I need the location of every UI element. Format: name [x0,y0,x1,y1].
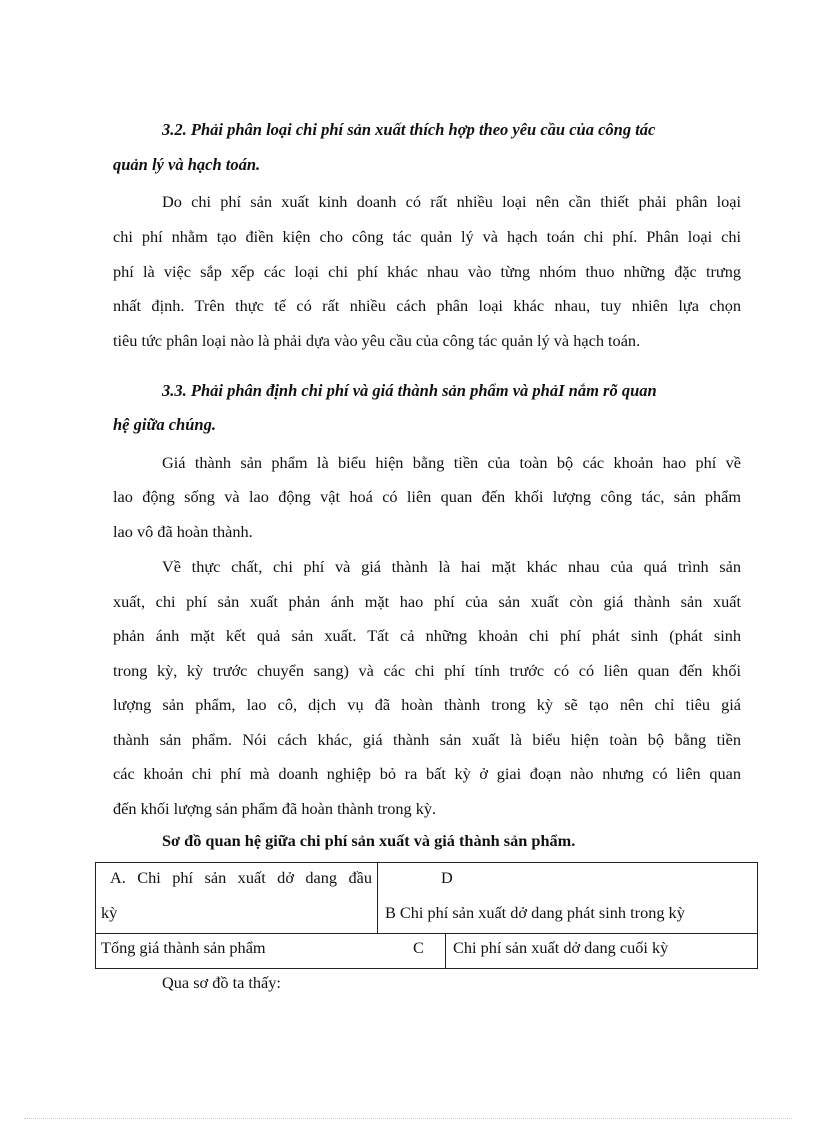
cost-diagram [95,862,758,969]
paragraph-line: lượng sản phẩm, lao cô, dịch vụ đã hoàn thành trong kỳ sẽ tạo nên chỉ tiêu giá [113,695,741,714]
paragraph-line: nhất định. Trên thực tế có rất nhiều cách phân loại khác nhau, tuy nhiên lựa chọn [113,296,741,315]
closing-line: Qua sơ đồ ta thấy: [162,973,281,992]
paragraph-line: tiêu tức phân loại nào là phải dựa vào yêu cầu của công tác quản lý và hạch toán. [113,331,641,350]
paragraph-line: thành sản phẩm. Nói cách khác, giá thành sản xuất là biểu hiện toàn bộ bằng tiền [113,730,741,749]
paragraph-line: Về thực chất, chi phí và giá thành là hai mặt khác nhau của quá trình sản [162,557,741,576]
cell-c-label: C [413,938,424,957]
diagram-caption: Sơ đồ quan hệ giữa chi phí sản xuất và giá thành sản phẩm. [162,831,576,850]
section-heading-3-2-line2: quản lý và hạch toán. [113,155,261,174]
cell-closing-wip: Chi phí sản xuất dở dang cuối kỳ [453,938,669,957]
paragraph-line: chi phí nhằm tạo điền kiện cho công tác quản lý và hạch toán chi phí. Phân loại chi [113,227,741,246]
section-heading-3-2-line1: 3.2. Phải phân loại chi phí sản xuất thích hợp theo yêu cầu của công tác [162,120,656,139]
paragraph-line: các khoản chi phí mà doanh nghiệp bỏ ra bất kỳ ở giai đoạn nào nhưng có liên quan [113,764,741,783]
page-footer-rule [24,1118,792,1119]
cell-period-costs: B Chi phí sản xuất dở dang phát sinh trong kỳ [385,903,685,922]
paragraph-line: lao vô đã hoàn thành. [113,522,253,541]
paragraph-line: xuất, chi phí sản xuất phản ánh mặt hao phí của sản xuất còn giá thành sản xuất [113,592,741,611]
paragraph-line: phí là việc sắp xếp các loại chi phí khác nhau vào từng nhóm thuo những đặc trưng [113,262,741,281]
section-heading-3-3-line2: hệ giữa chúng. [113,415,216,434]
paragraph-line: Do chi phí sản xuất kinh doanh có rất nhiều loại nên cần thiết phải phân loại [162,192,741,211]
cell-opening-wip-line2: kỳ [101,903,118,922]
cell-opening-wip-line1: A. Chi phí sản xuất dở dang đầu [110,868,372,887]
paragraph-line: đến khối lượng sản phẩm đã hoàn thành trong kỳ. [113,799,437,818]
section-heading-3-3-line1: 3.3. Phải phân định chi phí và giá thành sản phẩm và phảI nắm rõ quan [162,381,657,400]
paragraph-line: lao động sống và lao động vật hoá có liên quan đến khối lượng công tác, sản phẩm [113,487,741,506]
paragraph-line: trong kỳ, kỳ trước chuyển sang) và các chi phí tính trước có có liên quan đến khối [113,661,741,680]
diagram-divider [445,933,446,968]
paragraph-line: Giá thành sản phẩm là biểu hiện bằng tiền của toàn bộ các khoản hao phí về [162,453,741,472]
cell-total-cost: Tổng giá thành sản phẩm [101,938,266,957]
diagram-divider [377,863,378,933]
cell-d-label: D [441,868,453,887]
diagram-divider [96,933,757,934]
paragraph-line: phản ánh mặt kết quả sản xuất. Tất cả những khoản chi phí phát sinh (phát sinh [113,626,741,645]
